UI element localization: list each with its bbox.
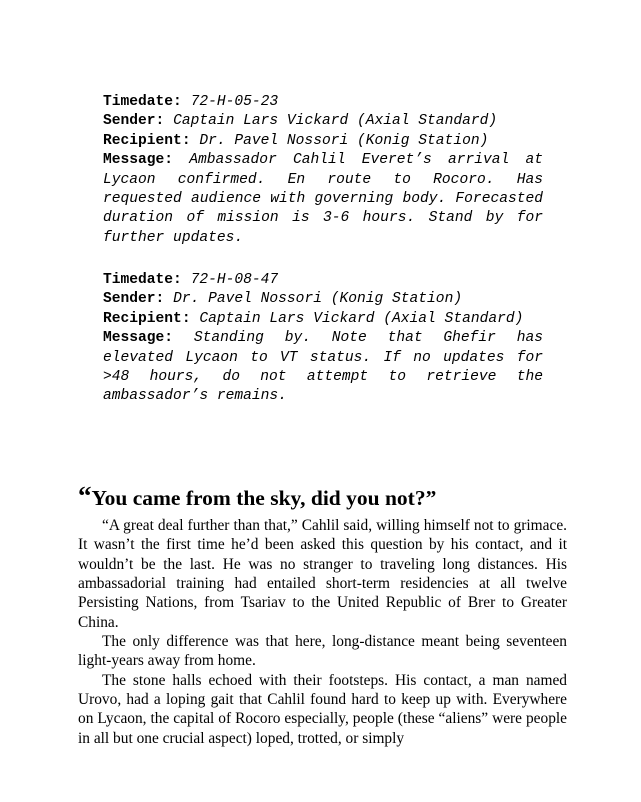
recipient-line bbox=[103, 132, 543, 151]
opening-quote-mark: “ bbox=[78, 481, 92, 511]
sender-value: Captain Lars Vickard (Axial Standard) bbox=[173, 113, 498, 130]
story-paragraph: The stone halls echoed with their footsteps. His contact, a man named Urovo, had a loping gait that Cahlil found hard to keep up with. Everywhere on Lycaon, the capital of Rocoro especially, people (these “aliens” were people in all but one crucial aspect) loped, trotted, or simply bbox=[78, 671, 567, 747]
timedate-label: Timedate: bbox=[103, 94, 182, 110]
message-line bbox=[103, 151, 543, 248]
timedate-line bbox=[103, 93, 543, 112]
sender-value: Dr. Pavel Nossori (Konig Station) bbox=[173, 291, 463, 308]
story-paragraph: “A great deal further than that,” Cahlil said, willing himself not to grimace. It wasn’t the first time he’d been asked this question by his contact, and it wouldn’t be the last. He was no stranger to traveling long distances. His ambassadorial training had entailed short-term residencies at all twelve Persisting Nations, from Tsariav to the United Republic of Brer to Greater China. bbox=[78, 517, 567, 631]
sender-line bbox=[103, 290, 543, 309]
timedate-line bbox=[103, 271, 543, 290]
message-label: Message: bbox=[103, 330, 174, 347]
story-heading-text: You came from the sky, did you not?” bbox=[91, 486, 437, 510]
story-section bbox=[78, 481, 567, 748]
recipient-value: Captain Lars Vickard (Axial Standard) bbox=[199, 310, 524, 327]
message-value: Standing by. Note that Ghefir has elevated Lycaon to VT status. If no updates for >48 hours, do not attempt to retrieve the ambassador’s remains. bbox=[103, 330, 543, 405]
message-value: Ambassador Cahlil Everet’s arrival at Lycaon confirmed. En route to Rocoro. Has requested audience with governing body. Forecasted duration of mission is 3-6 hours. Stand by for further updates. bbox=[103, 152, 543, 246]
timedate-label: Timedate: bbox=[103, 272, 182, 288]
story-heading bbox=[78, 481, 567, 511]
recipient-value: Dr. Pavel Nossori (Konig Station) bbox=[199, 132, 489, 149]
message-label: Message: bbox=[103, 152, 174, 169]
recipient-line bbox=[103, 310, 543, 329]
story-paragraph: The only difference was that here, long-distance meant being seventeen light-years away from home. bbox=[78, 633, 567, 670]
timedate-value: 72-H-05-23 bbox=[190, 94, 279, 110]
message-line bbox=[103, 329, 543, 407]
sender-label: Sender: bbox=[103, 113, 165, 130]
recipient-label: Recipient: bbox=[103, 310, 191, 327]
sender-line bbox=[103, 112, 543, 131]
recipient-label: Recipient: bbox=[103, 132, 191, 149]
timedate-value: 72-H-08-47 bbox=[190, 272, 279, 288]
transmission-log-2 bbox=[103, 271, 543, 407]
transmission-log-1 bbox=[103, 93, 543, 248]
sender-label: Sender: bbox=[103, 291, 165, 308]
